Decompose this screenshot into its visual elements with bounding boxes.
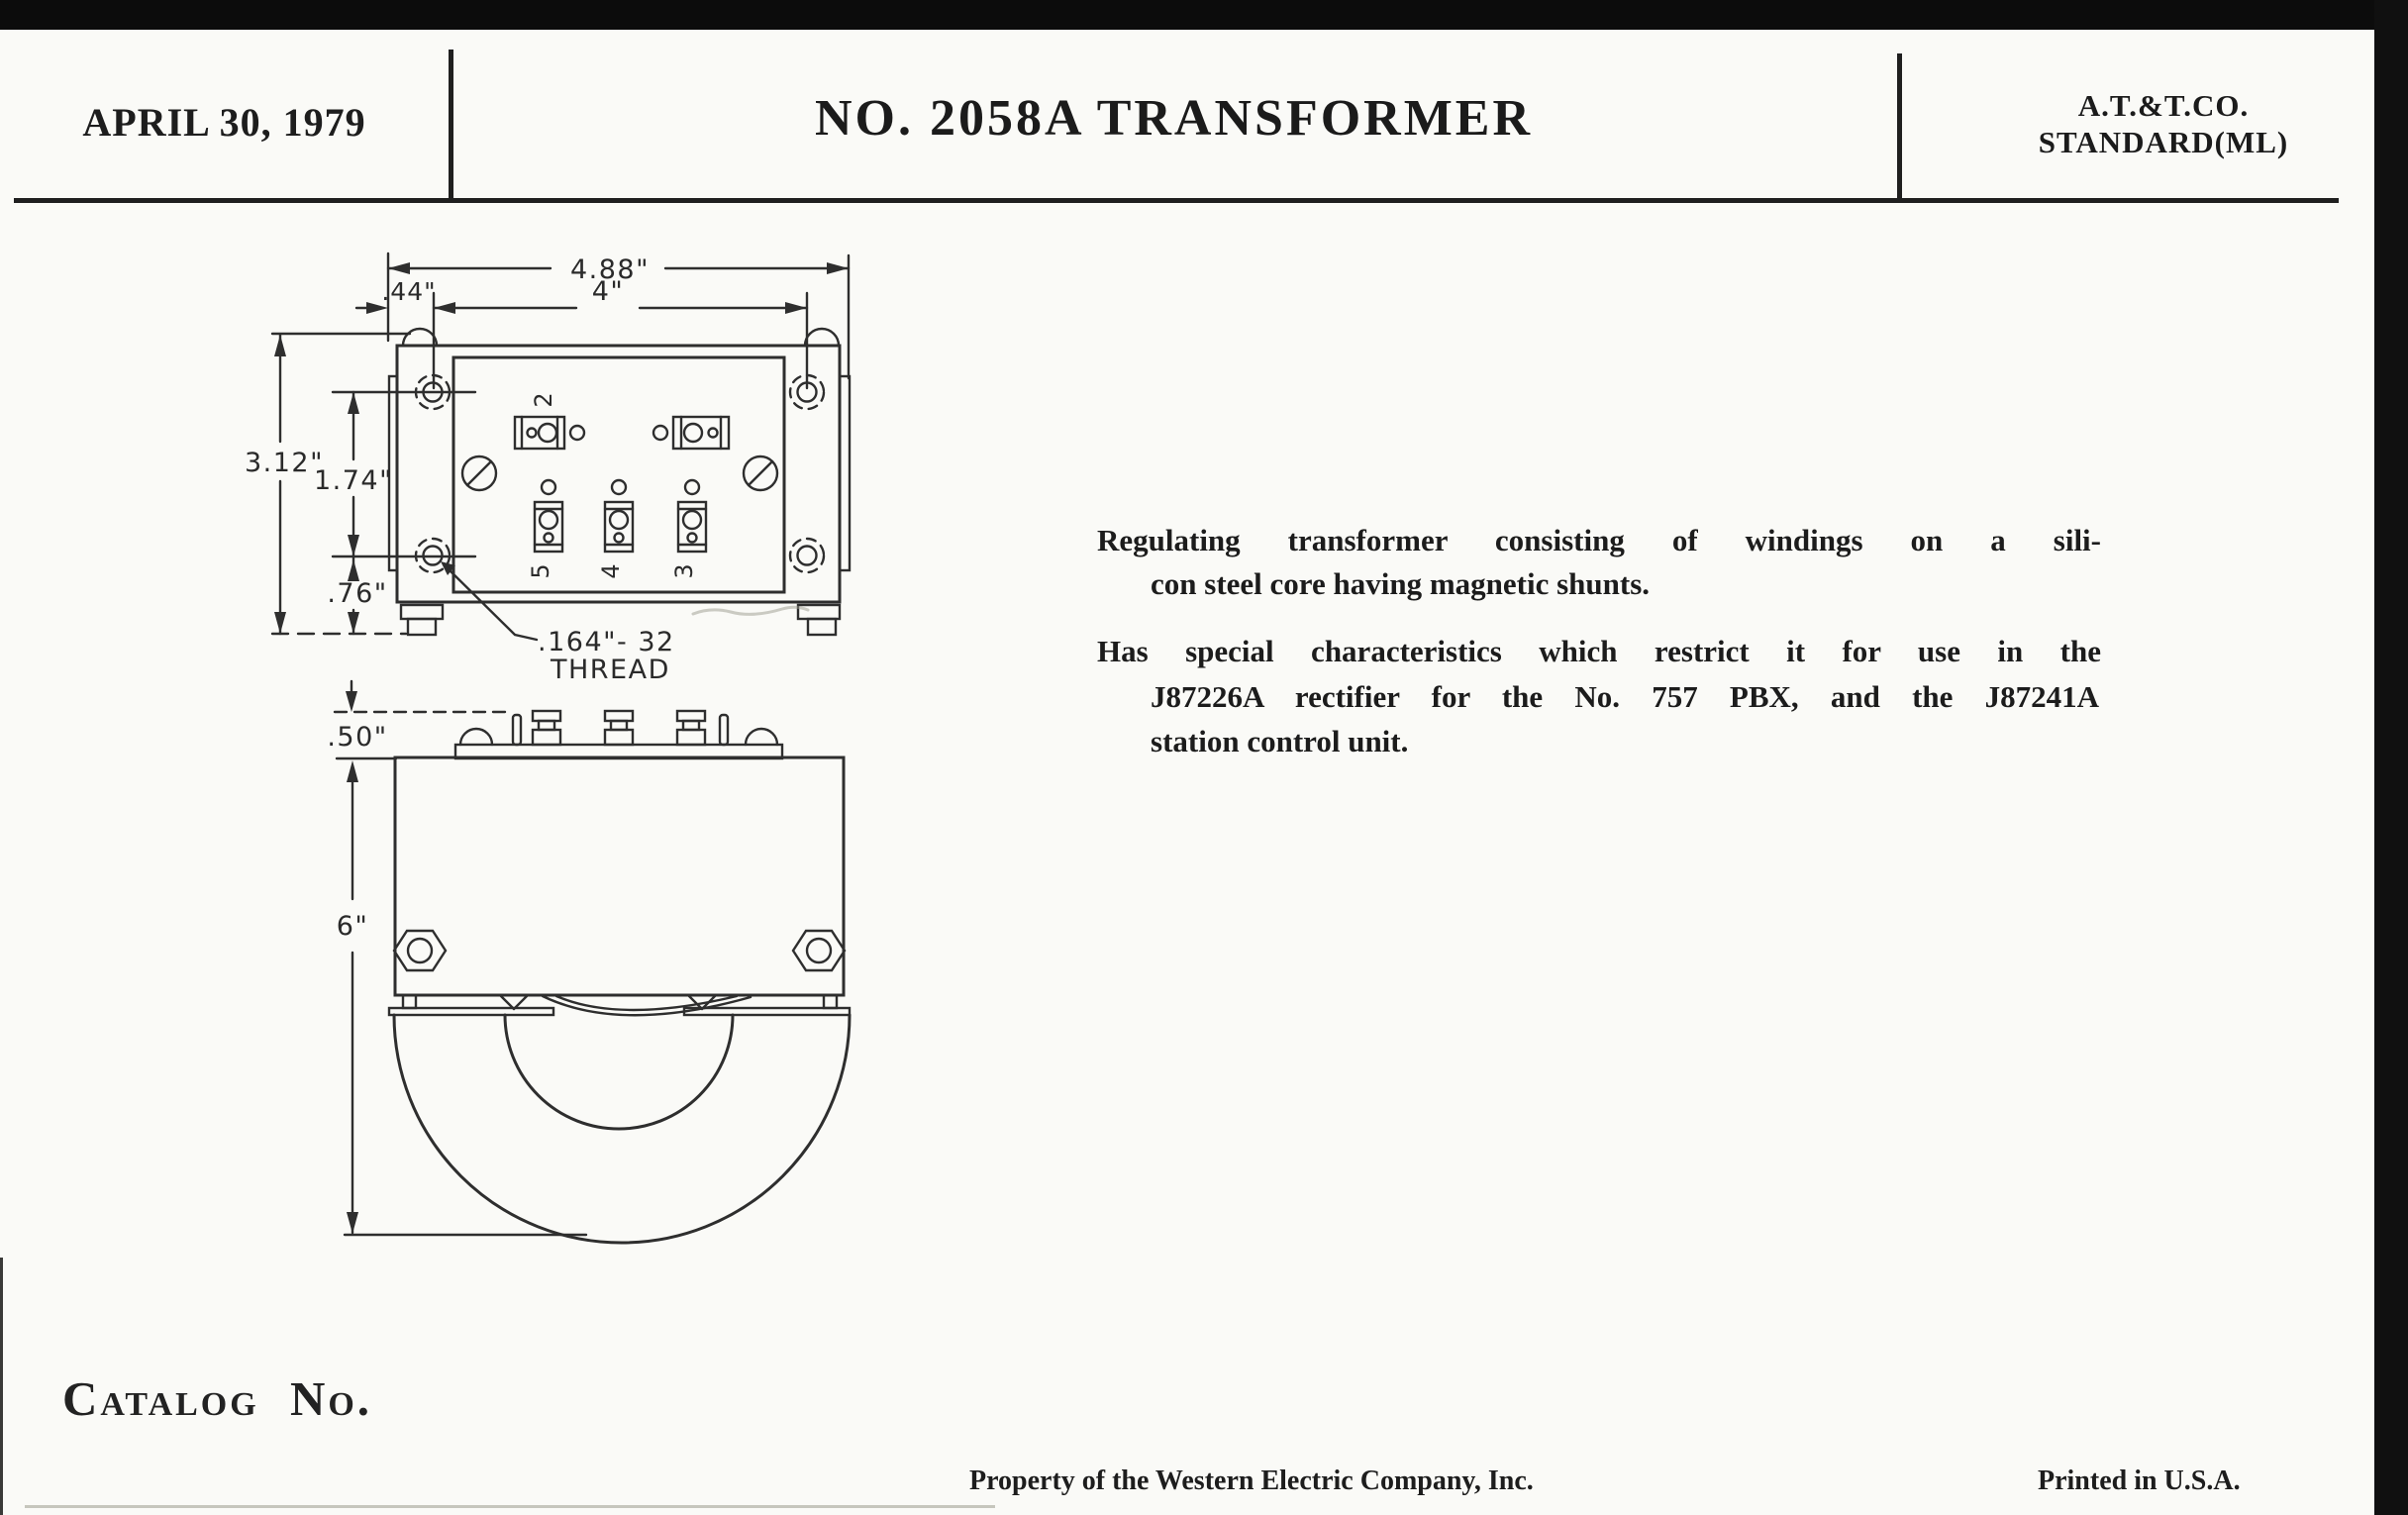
bell-housing (389, 995, 850, 1243)
pencil-smudge (693, 607, 808, 614)
description-para1-line1: Regulating transformer consisting of windings on a sili- (1097, 523, 2101, 557)
org-line2: STANDARD(ML) (2038, 125, 2289, 159)
description-para2-line3: station control unit. (1151, 724, 1409, 758)
dim-mount-spacing: 4" (591, 276, 625, 307)
page-title: NO. 2058A TRANSFORMER (814, 90, 1534, 147)
description-para2-line1: Has special characteristics which restrict it for use in the (1097, 634, 2101, 668)
dim-terminal-height: .50" (327, 722, 388, 753)
thread-spec-line2: THREAD (551, 655, 670, 685)
hex-nuts (394, 931, 845, 970)
side-view (335, 681, 850, 1243)
description-para1-line2: con steel core having magnetic shunts. (1151, 566, 1651, 601)
footer-property-notice: Property of the Western Electric Company, Inc. (969, 1465, 1534, 1496)
terminal-posts (513, 711, 728, 745)
dim-mount-vertical-spacing: 1.74" (313, 465, 394, 496)
thread-spec-line1: .164"- 32 (538, 627, 675, 657)
lower-terminal-strips (535, 480, 706, 552)
org-line1: A.T.&T.CO. (2077, 88, 2250, 123)
dim-bottom-offset: .76" (327, 578, 388, 609)
dim-mount-offset: .44" (381, 277, 437, 306)
slotted-screws (462, 456, 777, 490)
terminal-number-5: 5 (527, 563, 554, 579)
upper-terminal-blocks (515, 417, 729, 449)
description-para2-line2: J87226A rectifier for the No. 757 PBX, and the J87241A (1151, 679, 2099, 714)
dim-overall-height: 3.12" (244, 448, 325, 478)
terminal-number-2: 2 (530, 392, 557, 408)
terminal-number-4: 4 (597, 563, 625, 579)
dim-side-height: 6" (336, 911, 369, 942)
catalog-number-label: Catalog No. (62, 1371, 373, 1426)
footer-printed-notice: Printed in U.S.A. (2038, 1465, 2241, 1496)
terminal-number-3: 3 (670, 563, 698, 579)
issue-date: APRIL 30, 1979 (82, 100, 366, 145)
dim-overall-width: 4.88" (569, 254, 651, 285)
